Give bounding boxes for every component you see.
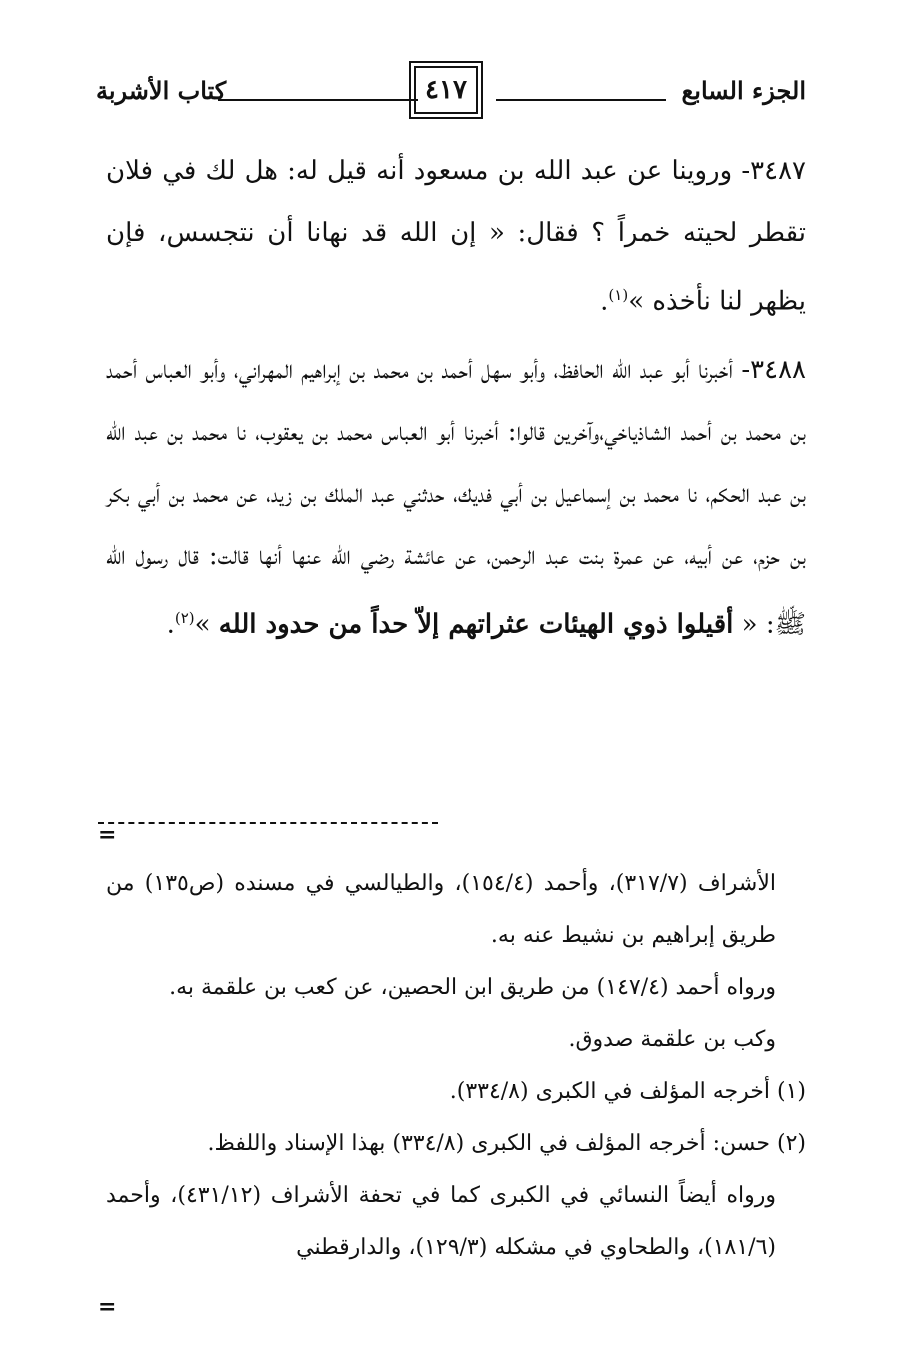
page-number: ٤١٧ xyxy=(414,66,478,114)
footnote-1: (١) أخرجه المؤلف في الكبرى (٣٣٤/٨). xyxy=(449,1079,806,1104)
footnote-continuation-line-3: وكب بن علقمة صدوق. xyxy=(568,1027,776,1052)
quote-close: » xyxy=(194,609,219,640)
footnote-ref-2: (٢) xyxy=(174,608,195,627)
chapter-title: كتاب الأشربة xyxy=(96,76,227,105)
footnote-2: (٢) حسن: أخرجه المؤلف في الكبرى (٣٣٤/٨) بهذا الإسناد واللفظ. xyxy=(207,1131,806,1156)
hadith-text: أقيلوا ذوي الهيئات عثراتهم إلاّ حداً من حدود الله xyxy=(218,609,734,640)
footnote-continuation-line-2: ورواه أحمد (١٤٧/٤) من طريق ابن الحصين، عن كعب بن علقمة به. xyxy=(169,975,776,1000)
footnote-separator xyxy=(98,818,438,848)
running-header xyxy=(96,66,806,116)
paragraph-3488: ٣٤٨٨- أخبرنا أبو عبد الله الحافظ، وأبو سهل أحمد بن محمد بن إبراهيم المهراني، وأبو العباس أحمد بن محمد بن أحمد الشاذياخي،وآخرين قالوا: أخبرنا أبو العباس محمد بن يعقوب، نا محمد بن عبد الله بن عبد الحكم، نا محمد بن إسماعيل بن أبي فديك، حدثني عبد الملك بن زيد، عن محمد بن أبي بكر بن حزم، عن أبيه، عن عمرة بنت عبد الرحمن، عن عائشة رضي الله عنها أنها قالت: قال رسول الله ﷺ: « أقيلوا ذوي الهيئات عثراتهم إلاّ حداً من حدود الله »$^{(٢)}$. xyxy=(106,354,806,640)
footnote-continuation-line-1: الأشراف (٣١٧/٧)، وأحمد (١٥٤/٤)، والطيالسي في مسنده (ص١٣٥) من طريق إبراهيم بن نشيط عنه به. xyxy=(106,871,777,948)
footnote-2-continuation: ورواه أيضاً النسائي في الكبرى كما في تحفة الأشراف (٤٣١/١٢)، وأحمد (١٨١/٦)، والطحاوي في مشكله (١٢٩/٣)، والدارقطني xyxy=(106,1183,776,1260)
continuation-mark-top: = xyxy=(98,822,117,848)
footnote-ref-1: (١) xyxy=(608,286,629,304)
paragraph-3488-isnad: ٣٤٨٨- أخبرنا أبو عبد الله الحافظ، وأبو سهل أحمد بن محمد بن إبراهيم المهراني، وأبو العباس أحمد بن محمد بن أحمد الشاذياخي،وآخرين قالوا: أخبرنا أبو العباس محمد بن يعقوب، نا محمد بن عبد الله بن عبد الحكم، نا محمد بن إسماعيل بن أبي فديك، حدثني عبد الملك بن زيد، عن محمد بن أبي بكر بن حزم، عن أبيه، عن عمرة بنت عبد الرحمن، عن عائشة رضي الله عنها أنها قالت: قال رسول الله ﷺ: « xyxy=(106,354,806,640)
volume-title: الجزء السابع xyxy=(681,76,806,105)
dashed-rule xyxy=(98,822,438,824)
footnotes xyxy=(106,858,806,1274)
paragraph-3487: ٣٤٨٧- وروينا عن عبد الله بن مسعود أنه قيل له: هل لك في فلان تقطر لحيته خمراً ؟ فقال: « إن الله قد نهانا أن نتجسس، فإن يظهر لنا نأخذه »$^{(١)}$. xyxy=(106,156,806,317)
header-rule-left xyxy=(218,99,418,101)
main-text xyxy=(106,140,806,661)
header-rule-right xyxy=(496,99,666,101)
continuation-mark-bottom: = xyxy=(98,1294,117,1320)
paragraph-3487-text: ٣٤٨٧- وروينا عن عبد الله بن مسعود أنه قيل له: هل لك في فلان تقطر لحيته خمراً ؟ فقال: « إن الله قد نهانا أن نتجسس، فإن يظهر لنا نأخذه » xyxy=(106,156,806,317)
